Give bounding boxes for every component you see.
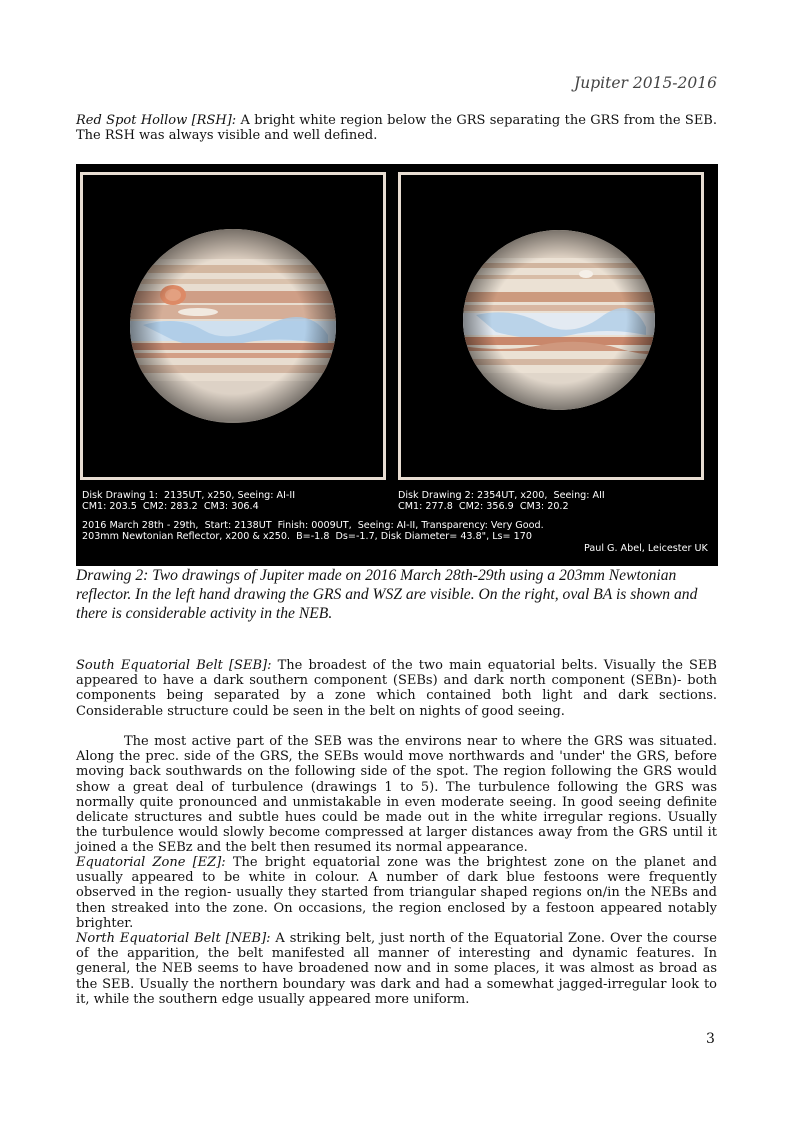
figure-caption: Drawing 2: Two drawings of Jupiter made on 2016 March 28th-29th using a 203mm Newtonian reflector. In the left hand drawing the GRS and WSZ are visible. On the right, oval BA is shown and there is considerable activity in the NEB. <box>76 567 698 623</box>
observation-details-line2: 203mm Newtonian Reflector, x200 & x250. B=-1.8 Ds=-1.7, Disk Diameter= 43.8", Ls= 170 <box>82 531 532 542</box>
jupiter-disk-2-image <box>401 175 701 477</box>
figure-credit: Paul G. Abel, Leicester UK <box>584 543 708 554</box>
ez-text: The bright equatorial zone was the brightest zone on the planet and usually appeared to be white in colour. A number of dark blue festoons were frequently observed in the region- usually they started from triangular shaped regions on/in the NEBs and then streaked into the zone. On occasions, the region enclosed by a festoon appeared notably brighter. <box>76 855 717 931</box>
drawing2-info-line2: CM1: 277.8 CM2: 356.9 CM3: 20.2 <box>398 501 569 512</box>
drawing1-info-line2: CM1: 203.5 CM2: 283.2 CM3: 306.4 <box>82 501 259 512</box>
page-number: 3 <box>706 1031 715 1047</box>
neb-term: North Equatorial Belt [NEB]: <box>76 931 271 946</box>
neb-text: A striking belt, just north of the Equatorial Zone. Over the course of the apparition, the belt manifested all manner of interesting and dynamic features. In general, the NEB seems to have broadened now and in some places, it was almost as broad as the SEB. Usually the northern boundary was dark and had a somewhat jagged-irregular look to it, while the southern edge usually appeared more uniform. <box>76 931 717 1007</box>
rsh-text: A bright white region below the GRS separating the GRS from the SEB. The RSH was always visible and well defined. <box>76 113 717 144</box>
drawing1-info-line1: Disk Drawing 1: 2135UT, x250, Seeing: AI-II <box>82 490 296 501</box>
seb-paragraph <box>76 658 717 719</box>
disk-drawing-2 <box>398 172 704 480</box>
seb-term: South Equatorial Belt [SEB]: <box>76 658 272 673</box>
disk-drawing-1 <box>80 172 386 480</box>
seb-activity-paragraph: The most active part of the SEB was the environs near to where the GRS was situated. Along the prec. side of the GRS, the SEBs would move northwards and 'under' the GRS, before moving back southwards on the following side of the spot. The region following the GRS would show a great deal of turbulence (drawings 1 to 5). The turbulence following the GRS was normally quite pronounced and unmistakable in even moderate seeing. In good seeing definite delicate structures and subtle hues could be made out in the white irregular regions. Usually the turbulence would slowly become compressed at larger distances away from the GRS until it joined a the SEBz and the belt then resumed its normal appearance. <box>76 734 717 856</box>
running-header: Jupiter 2015-2016 <box>574 74 717 92</box>
observation-details-line1: 2016 March 28th - 29th, Start: 2138UT Finish: 0009UT, Seeing: AI-II, Transparency: Very Good. <box>82 520 544 531</box>
ez-term: Equatorial Zone [EZ]: <box>76 855 226 870</box>
jupiter-disk-1-image <box>83 175 383 477</box>
drawing2-info-line1: Disk Drawing 2: 2354UT, x200, Seeing: AII <box>398 490 605 501</box>
seb-text: The broadest of the two main equatorial belts. Visually the SEB appeared to have a dark southern component (SEBs) and dark north component (SEBn)- both components being separated by a zone which contained both light and dark sections. Considerable structure could be seen in the belt on nights of good seeing. <box>76 658 717 719</box>
neb-paragraph <box>76 931 717 1007</box>
rsh-term: Red Spot Hollow [RSH]: <box>76 113 237 128</box>
ez-paragraph <box>76 855 717 931</box>
rsh-paragraph <box>76 113 717 143</box>
jupiter-drawings-figure <box>76 164 718 566</box>
